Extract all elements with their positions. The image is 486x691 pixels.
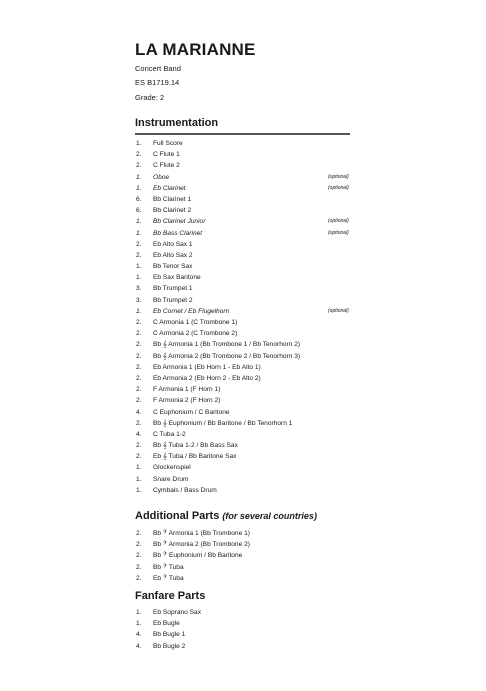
part-row xyxy=(136,138,366,149)
part-name: F Armonia 1 (F Horn 1) xyxy=(153,386,221,394)
part-row xyxy=(136,550,366,561)
part-count: 2. xyxy=(136,363,142,371)
part-row xyxy=(136,228,366,239)
part-count: 2. xyxy=(136,541,142,549)
part-row xyxy=(136,373,366,384)
fanfare-parts-list xyxy=(136,607,366,652)
part-count: 2. xyxy=(136,162,142,170)
part-row xyxy=(136,462,366,473)
part-row xyxy=(136,362,366,373)
instrumentation-heading: Instrumentation xyxy=(135,117,219,129)
part-count: 1. xyxy=(136,218,142,226)
part-count: 2. xyxy=(136,386,142,394)
part-row xyxy=(136,328,366,339)
additional-parts-list xyxy=(136,528,366,584)
part-row xyxy=(136,429,366,440)
instrumentation-list xyxy=(136,138,366,496)
part-row xyxy=(136,205,366,216)
part-row xyxy=(136,539,366,550)
part-name: Eb Bugle xyxy=(153,620,180,628)
part-count: 4. xyxy=(136,430,142,438)
part-name: Bb Clarinet 2 xyxy=(153,207,192,215)
part-row xyxy=(136,573,366,584)
optional-label: (optional) xyxy=(328,229,349,236)
part-name: Bb Tenor Sax xyxy=(153,263,193,271)
part-row xyxy=(136,629,366,640)
part-count: 2. xyxy=(136,240,142,248)
part-name: Eb Clarinet xyxy=(153,184,186,192)
part-name: Bb Clarinet Junior xyxy=(153,218,206,226)
part-count: 2. xyxy=(136,397,142,405)
part-row xyxy=(136,149,366,160)
part-name: Bb 𝄢 Tuba xyxy=(153,563,184,571)
part-row xyxy=(136,306,366,317)
part-count: 4. xyxy=(136,642,142,650)
part-row xyxy=(136,261,366,272)
part-name: Bb Trumpet 1 xyxy=(153,285,193,293)
part-count: 2. xyxy=(136,453,142,461)
part-row xyxy=(136,351,366,362)
part-count: 2. xyxy=(136,374,142,382)
additional-parts-subtitle: (for several countries) xyxy=(222,511,317,521)
part-count: 1. xyxy=(136,464,142,472)
part-name: Bb 𝄞 Armonia 2 (Bb Trombone 2 / Bb Tenorhorn 3) xyxy=(153,352,301,360)
part-row xyxy=(136,317,366,328)
part-name: Eb 𝄢 Tuba xyxy=(153,574,184,582)
part-name: Eb 𝄞 Tuba / Bb Baritone Sax xyxy=(153,453,237,461)
part-count: 2. xyxy=(136,419,142,427)
part-row xyxy=(136,339,366,350)
part-name: Bb 𝄢 Armonia 2 (Bb Trombone 2) xyxy=(153,541,250,549)
part-row xyxy=(136,194,366,205)
part-count: 1. xyxy=(136,620,142,628)
part-row xyxy=(136,395,366,406)
part-count: 4. xyxy=(136,631,142,639)
part-row xyxy=(136,641,366,652)
part-name: Bb Trumpet 2 xyxy=(153,296,193,304)
part-row xyxy=(136,160,366,171)
part-row xyxy=(136,239,366,250)
additional-parts-title: Additional Parts xyxy=(135,510,220,522)
ensemble-type: Concert Band xyxy=(135,64,181,73)
part-count: 4. xyxy=(136,408,142,416)
part-name: F Armonia 2 (F Horn 2) xyxy=(153,397,221,405)
part-count: 1. xyxy=(136,274,142,282)
part-name: C Flute 1 xyxy=(153,151,180,159)
part-count: 1. xyxy=(136,229,142,237)
part-name: C Flute 2 xyxy=(153,162,180,170)
part-row xyxy=(136,183,366,194)
part-name: Cymbals / Bass Drum xyxy=(153,486,217,494)
part-count: 2. xyxy=(136,574,142,582)
part-row xyxy=(136,418,366,429)
part-row xyxy=(136,618,366,629)
part-count: 1. xyxy=(136,184,142,192)
piece-title: LA MARIANNE xyxy=(135,40,256,59)
part-count: 2. xyxy=(136,442,142,450)
part-name: Glockenspiel xyxy=(153,464,191,472)
part-name: Bb 𝄞 Armonia 1 (Bb Trombone 1 / Bb Tenorhorn 2) xyxy=(153,341,301,349)
part-name: Eb Armonia 2 (Eb Horn 2 - Eb Alto 2) xyxy=(153,374,261,382)
part-count: 1. xyxy=(136,263,142,271)
part-name: Bb 𝄢 Armonia 1 (Bb Trombone 1) xyxy=(153,530,250,537)
part-name: Oboe xyxy=(153,173,170,181)
part-row xyxy=(136,272,366,283)
part-row xyxy=(136,562,366,573)
part-row xyxy=(136,216,366,227)
part-count: 6. xyxy=(136,195,142,203)
part-count: 1. xyxy=(136,140,142,147)
part-name: Eb Cornet / Eb Flugelhorn xyxy=(153,307,230,315)
part-name: Eb Alto Sax 1 xyxy=(153,240,193,248)
part-row xyxy=(136,172,366,183)
part-count: 2. xyxy=(136,319,142,326)
part-count: 1. xyxy=(136,307,142,315)
part-row xyxy=(136,384,366,395)
part-count: 2. xyxy=(136,341,142,349)
part-name: C Tuba 1-2 xyxy=(153,430,186,438)
part-name: Snare Drum xyxy=(153,475,189,483)
part-name: Bb Bass Clarinet xyxy=(153,229,203,237)
optional-label: (optional) xyxy=(328,173,349,180)
part-name: Eb Sax Baritone xyxy=(153,274,201,282)
optional-label: (optional) xyxy=(328,184,349,191)
part-count: 1. xyxy=(136,173,142,181)
optional-label: (optional) xyxy=(328,307,349,314)
additional-parts-heading xyxy=(135,510,317,522)
part-name: Bb 𝄞 Tuba 1-2 / Bb Bass Sax xyxy=(153,442,238,450)
part-name: Bb 𝄞 Euphonium / Bb Baritone / Bb Tenorhorn 1 xyxy=(153,419,293,427)
part-count: 2. xyxy=(136,530,142,537)
part-row xyxy=(136,407,366,418)
part-count: 2. xyxy=(136,251,142,259)
part-row xyxy=(136,440,366,451)
part-name: Eb Soprano Sax xyxy=(153,609,202,616)
part-name: Bb Bugle 2 xyxy=(153,642,186,650)
part-name: C Armonia 1 (C Trombone 1) xyxy=(153,319,238,326)
part-row xyxy=(136,295,366,306)
part-row xyxy=(136,528,366,539)
part-name: Bb Bugle 1 xyxy=(153,631,186,639)
part-count: 6. xyxy=(136,207,142,215)
part-name: Eb Armonia 1 (Eb Horn 1 - Eb Alto 1) xyxy=(153,363,261,371)
catalog-code: ES B1719.14 xyxy=(135,78,180,87)
part-name: Bb Clarinet 1 xyxy=(153,195,192,203)
part-name: Eb Alto Sax 2 xyxy=(153,251,193,259)
part-count: 2. xyxy=(136,563,142,571)
part-count: 2. xyxy=(136,352,142,360)
part-row xyxy=(136,607,366,618)
part-name: C Armonia 2 (C Trombone 2) xyxy=(153,330,238,338)
part-count: 1. xyxy=(136,486,142,494)
part-name: Bb 𝄢 Euphonium / Bb Baritone xyxy=(153,552,243,560)
part-count: 3. xyxy=(136,285,142,293)
part-row xyxy=(136,283,366,294)
grade-label: Grade: 2 xyxy=(135,93,165,102)
heading-rule xyxy=(135,133,350,135)
part-count: 3. xyxy=(136,296,142,304)
part-row xyxy=(136,451,366,462)
part-name: C Euphonium / C Baritone xyxy=(153,408,230,416)
part-row xyxy=(136,485,366,496)
optional-label: (optional) xyxy=(328,218,349,225)
part-count: 2. xyxy=(136,151,142,159)
fanfare-parts-heading: Fanfare Parts xyxy=(135,590,206,602)
part-row xyxy=(136,250,366,261)
part-name: Full Score xyxy=(153,140,183,147)
part-count: 2. xyxy=(136,330,142,338)
part-count: 1. xyxy=(136,475,142,483)
part-count: 2. xyxy=(136,552,142,560)
part-row xyxy=(136,474,366,485)
part-count: 1. xyxy=(136,609,142,616)
